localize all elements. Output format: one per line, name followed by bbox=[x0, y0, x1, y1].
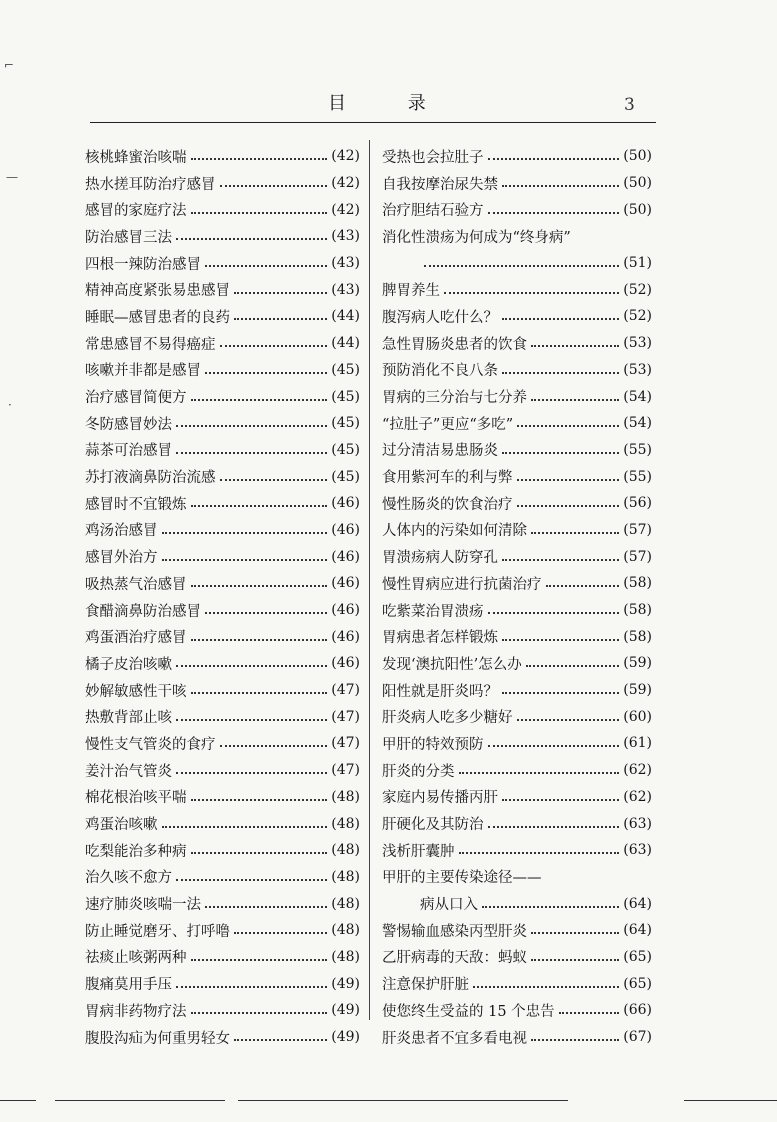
toc-entry-page: (43) bbox=[331, 228, 360, 245]
toc-entry bbox=[85, 196, 360, 223]
toc-entry bbox=[85, 677, 360, 704]
header-rule bbox=[90, 122, 656, 123]
toc-entry-page: (46) bbox=[331, 548, 360, 565]
toc-leader-dots bbox=[531, 345, 619, 347]
toc-entry-title: 家庭内易传播丙肝 bbox=[382, 790, 498, 807]
toc-entry-title: 食醋滴鼻防治感冒 bbox=[85, 603, 201, 620]
margin-mark-left: — bbox=[6, 170, 18, 184]
toc-entry-title: 胃溃疡病人防穿孔 bbox=[382, 550, 498, 567]
toc-entry-page: (48) bbox=[331, 868, 360, 885]
toc-entry-title: 吃紫菜治胃溃疡 bbox=[382, 603, 484, 620]
toc-entry-page: (46) bbox=[331, 628, 360, 645]
toc-entry bbox=[85, 463, 360, 490]
toc-entry bbox=[382, 490, 652, 517]
toc-entry bbox=[85, 1024, 360, 1051]
toc-leader-dots bbox=[488, 212, 620, 214]
toc-leader-dots bbox=[488, 745, 620, 747]
toc-leader-dots bbox=[162, 826, 328, 828]
toc-leader-dots bbox=[205, 906, 327, 908]
toc-entry-title: 咳嗽并非都是感冒 bbox=[85, 363, 201, 380]
toc-entry-title: 食用紫河车的利与弊 bbox=[382, 470, 513, 487]
toc-entry-page: (47) bbox=[331, 682, 360, 699]
toc-entry-title: 祛痰止咳粥两种 bbox=[85, 950, 187, 967]
toc-entry-title: “拉肚子”更应“多吃” bbox=[382, 416, 514, 433]
toc-entry-title: 过分清洁易患肠炎 bbox=[382, 443, 498, 460]
toc-entry-title: 感冒外治方 bbox=[85, 550, 158, 567]
toc-leader-dots bbox=[502, 452, 619, 454]
toc-entry bbox=[382, 864, 652, 891]
toc-leader-dots bbox=[502, 185, 619, 187]
toc-entry-page: (45) bbox=[331, 361, 360, 378]
toc-leader-dots bbox=[502, 692, 619, 694]
toc-entry-page: (48) bbox=[331, 895, 360, 912]
toc-entry-page: (44) bbox=[331, 335, 360, 352]
toc-entry bbox=[85, 357, 360, 384]
toc-leader-dots bbox=[176, 452, 327, 454]
toc-entry-title: 病从口入 bbox=[420, 897, 478, 914]
toc-leader-dots bbox=[234, 292, 327, 294]
toc-entry-title: 浅析肝囊肿 bbox=[382, 843, 455, 860]
toc-entry-page: (52) bbox=[623, 281, 652, 298]
toc-entry bbox=[85, 757, 360, 784]
toc-entry-title: 冬防感冒妙法 bbox=[85, 416, 172, 433]
toc-entry bbox=[382, 650, 652, 677]
toc-entry-page: (54) bbox=[623, 388, 652, 405]
toc-leader-dots bbox=[176, 879, 327, 881]
toc-leader-dots bbox=[191, 158, 328, 160]
toc-entry bbox=[85, 250, 360, 277]
toc-entry-title: 肝炎病人吃多少糖好 bbox=[382, 710, 513, 727]
toc-entry-title: 感冒的家庭疗法 bbox=[85, 203, 187, 220]
toc-entry-title: 慢性肠炎的饮食治疗 bbox=[382, 496, 513, 513]
toc-entry bbox=[85, 437, 360, 464]
toc-leader-dots bbox=[234, 932, 327, 934]
toc-entry bbox=[382, 517, 652, 544]
column-divider bbox=[369, 140, 370, 1020]
toc-entry bbox=[382, 570, 652, 597]
toc-leader-dots bbox=[531, 1039, 619, 1041]
toc-entry bbox=[382, 543, 652, 570]
toc-entry bbox=[382, 410, 652, 437]
toc-leader-dots bbox=[531, 532, 619, 534]
toc-entry bbox=[382, 944, 652, 971]
toc-leader-dots bbox=[191, 692, 328, 694]
toc-entry-page: (49) bbox=[331, 1029, 360, 1046]
toc-entry-title: 精神高度紧张易患感冒 bbox=[85, 283, 230, 300]
toc-entry bbox=[85, 890, 360, 917]
toc-leader-dots bbox=[502, 559, 619, 561]
toc-leader-dots bbox=[220, 345, 328, 347]
toc-entry-title: 橘子皮治咳嗽 bbox=[85, 656, 172, 673]
toc-entry bbox=[85, 223, 360, 250]
toc-entry-title: 甲肝的主要传染途径—— bbox=[382, 870, 542, 887]
toc-entry-title: 防止睡觉磨牙、打呼噜 bbox=[85, 923, 230, 940]
toc-entry bbox=[382, 703, 652, 730]
toc-leader-dots bbox=[517, 425, 619, 427]
toc-entry-page: (45) bbox=[331, 388, 360, 405]
toc-entry-title: 人体内的污染如何清除 bbox=[382, 523, 527, 540]
toc-leader-dots bbox=[205, 265, 327, 267]
toc-entry-page: (64) bbox=[623, 895, 652, 912]
toc-entry-page: (50) bbox=[623, 175, 652, 192]
toc-entry-title: 胃病的三分治与七分养 bbox=[382, 390, 527, 407]
toc-leader-dots bbox=[488, 826, 620, 828]
toc-entry-title: 苏打液滴鼻防治流感 bbox=[85, 470, 216, 487]
toc-entry-title: 使您终生受益的 15 个忠告 bbox=[382, 1003, 555, 1020]
toc-entry bbox=[382, 784, 652, 811]
toc-entry-title: 慢性胃病应进行抗菌治疗 bbox=[382, 576, 542, 593]
toc-entry-title: 热水搓耳防治疗感冒 bbox=[85, 176, 216, 193]
toc-entry-title: 四根一辣防治感冒 bbox=[85, 256, 201, 273]
toc-entry bbox=[85, 917, 360, 944]
toc-entry bbox=[85, 170, 360, 197]
toc-entry-page: (47) bbox=[331, 762, 360, 779]
toc-entry bbox=[382, 917, 652, 944]
bottom-rule bbox=[55, 1100, 225, 1101]
page-number: 3 bbox=[624, 95, 635, 115]
toc-entry-page: (47) bbox=[331, 708, 360, 725]
toc-entry bbox=[382, 383, 652, 410]
toc-entry-page: (46) bbox=[331, 602, 360, 619]
toc-entry-title: 腹股沟疝为何重男轻女 bbox=[85, 1030, 230, 1047]
toc-entry-title: 阳性就是肝炎吗？ bbox=[382, 683, 498, 700]
toc-entry-page: (47) bbox=[331, 735, 360, 752]
toc-entry bbox=[382, 330, 652, 357]
toc-leader-dots bbox=[162, 559, 328, 561]
toc-entry-page: (46) bbox=[331, 575, 360, 592]
toc-entry bbox=[382, 223, 652, 250]
toc-entry-page: (46) bbox=[331, 655, 360, 672]
toc-entry-page: (57) bbox=[623, 521, 652, 538]
toc-entry bbox=[382, 250, 652, 277]
toc-entry-title: 胃病非药物疗法 bbox=[85, 1003, 187, 1020]
toc-leader-dots bbox=[191, 1012, 328, 1014]
toc-entry bbox=[85, 143, 360, 170]
toc-entry-title: 热敷背部止咳 bbox=[85, 710, 172, 727]
toc-entry bbox=[85, 650, 360, 677]
toc-entry bbox=[382, 837, 652, 864]
toc-entry-page: (55) bbox=[623, 441, 652, 458]
toc-entry-title: 腹泻病人吃什么？ bbox=[382, 309, 498, 326]
toc-entry-title: 治久咳不愈方 bbox=[85, 870, 172, 887]
toc-leader-dots bbox=[191, 852, 328, 854]
toc-entry-title: 常患感冒不易得癌症 bbox=[85, 336, 216, 353]
toc-leader-dots bbox=[444, 292, 619, 294]
toc-entry-page: (53) bbox=[623, 335, 652, 352]
toc-leader-dots bbox=[191, 212, 328, 214]
toc-entry-page: (45) bbox=[331, 415, 360, 432]
toc-entry bbox=[85, 997, 360, 1024]
toc-leader-dots bbox=[191, 585, 328, 587]
toc-leader-dots bbox=[517, 505, 620, 507]
toc-entry bbox=[85, 543, 360, 570]
toc-leader-dots bbox=[205, 612, 327, 614]
toc-entry bbox=[382, 276, 652, 303]
toc-entry-title: 治疗胆结石验方 bbox=[382, 203, 484, 220]
toc-entry-title: 预防消化不良八条 bbox=[382, 363, 498, 380]
toc-entry-page: (43) bbox=[331, 255, 360, 272]
toc-entry-page: (48) bbox=[331, 842, 360, 859]
toc-entry-page: (65) bbox=[623, 975, 652, 992]
toc-entry bbox=[85, 837, 360, 864]
toc-leader-dots bbox=[205, 372, 327, 374]
toc-leader-dots bbox=[162, 532, 328, 534]
toc-entry-title: 吃梨能治多种病 bbox=[85, 843, 187, 860]
toc-leader-dots bbox=[517, 719, 620, 721]
toc-entry-title: 棉花根治咳平喘 bbox=[85, 790, 187, 807]
toc-entry-page: (46) bbox=[331, 521, 360, 538]
toc-entry-title: 姜汁治气管炎 bbox=[85, 763, 172, 780]
toc-entry-page: (51) bbox=[623, 255, 652, 272]
toc-entry-title: 治疗感冒简便方 bbox=[85, 390, 187, 407]
toc-entry bbox=[85, 623, 360, 650]
toc-entry-title: 速疗肺炎咳喘一法 bbox=[85, 897, 201, 914]
toc-leader-dots bbox=[191, 639, 328, 641]
toc-entry-page: (58) bbox=[623, 628, 652, 645]
toc-entry-title: 胃病患者怎样锻炼 bbox=[382, 630, 498, 647]
toc-entry-page: (66) bbox=[623, 1002, 652, 1019]
toc-entry-page: (43) bbox=[331, 281, 360, 298]
toc-leader-dots bbox=[488, 158, 620, 160]
toc-leader-dots bbox=[502, 318, 619, 320]
toc-entry-page: (48) bbox=[331, 815, 360, 832]
toc-entry bbox=[85, 970, 360, 997]
toc-entry-title: 蒜茶可治感冒 bbox=[85, 443, 172, 460]
toc-leader-dots bbox=[176, 665, 327, 667]
toc-entry-page: (55) bbox=[623, 468, 652, 485]
toc-entry bbox=[85, 303, 360, 330]
toc-entry-page: (63) bbox=[623, 815, 652, 832]
toc-leader-dots bbox=[459, 772, 620, 774]
toc-entry bbox=[85, 810, 360, 837]
toc-entry-title: 感冒时不宜锻炼 bbox=[85, 496, 187, 513]
toc-entry bbox=[382, 303, 652, 330]
toc-entry-page: (48) bbox=[331, 788, 360, 805]
margin-mark-left-dot: · bbox=[8, 398, 12, 412]
toc-entry bbox=[85, 276, 360, 303]
toc-leader-dots bbox=[176, 238, 327, 240]
toc-entry-title: 鸡汤治感冒 bbox=[85, 523, 158, 540]
toc-entry-title: 警惕输血感染丙型肝炎 bbox=[382, 923, 527, 940]
toc-entry-page: (59) bbox=[623, 682, 652, 699]
page-title: 目 录 bbox=[328, 93, 454, 114]
toc-entry-page: (44) bbox=[331, 308, 360, 325]
toc-entry-title: 注意保护肝脏 bbox=[382, 977, 469, 994]
toc-entry-title: 鸡蛋酒治疗感冒 bbox=[85, 630, 187, 647]
toc-entry bbox=[382, 143, 652, 170]
bottom-rule bbox=[684, 1100, 777, 1101]
toc-leader-dots bbox=[531, 959, 619, 961]
toc-entry bbox=[382, 677, 652, 704]
toc-entry-page: (45) bbox=[331, 468, 360, 485]
toc-right-column bbox=[382, 143, 652, 1050]
toc-entry-page: (50) bbox=[623, 201, 652, 218]
toc-entry-title: 发现‘澳抗阳性’怎么办 bbox=[382, 656, 522, 673]
toc-leader-dots bbox=[424, 265, 619, 267]
toc-entry-page: (42) bbox=[331, 175, 360, 192]
toc-entry bbox=[85, 383, 360, 410]
toc-entry-page: (56) bbox=[623, 495, 652, 512]
toc-entry-page: (58) bbox=[623, 575, 652, 592]
toc-leader-dots bbox=[220, 185, 328, 187]
toc-entry bbox=[85, 864, 360, 891]
toc-leader-dots bbox=[559, 1012, 620, 1014]
toc-entry bbox=[382, 357, 652, 384]
toc-entry-title: 消化性溃疡为何成为“终身病” bbox=[382, 229, 571, 246]
bottom-rule bbox=[0, 1100, 36, 1101]
toc-entry-page: (60) bbox=[623, 708, 652, 725]
toc-entry-page: (50) bbox=[623, 148, 652, 165]
toc-entry-title: 肝硬化及其防治 bbox=[382, 817, 484, 834]
toc-entry-page: (49) bbox=[331, 975, 360, 992]
toc-entry-title: 甲肝的特效预防 bbox=[382, 736, 484, 753]
toc-entry-page: (61) bbox=[623, 735, 652, 752]
toc-entry-title: 脾胃养生 bbox=[382, 283, 440, 300]
toc-leader-dots bbox=[176, 772, 327, 774]
toc-leader-dots bbox=[526, 665, 620, 667]
toc-entry-title: 核桃蜂蜜治咳喘 bbox=[85, 149, 187, 166]
toc-leader-dots bbox=[459, 852, 620, 854]
toc-leader-dots bbox=[531, 932, 619, 934]
toc-leader-dots bbox=[220, 479, 328, 481]
toc-entry-title: 自我按摩治尿失禁 bbox=[382, 176, 498, 193]
toc-entry bbox=[85, 730, 360, 757]
toc-entry-title: 防治感冒三法 bbox=[85, 229, 172, 246]
toc-leader-dots bbox=[176, 986, 327, 988]
toc-entry-title: 妙解敏感性干咳 bbox=[85, 683, 187, 700]
toc-entry bbox=[382, 997, 652, 1024]
toc-entry-title: 受热也会拉肚子 bbox=[382, 149, 484, 166]
toc-entry-page: (49) bbox=[331, 1002, 360, 1019]
toc-entry-page: (62) bbox=[623, 762, 652, 779]
toc-leader-dots bbox=[546, 585, 620, 587]
toc-entry bbox=[382, 810, 652, 837]
toc-leader-dots bbox=[473, 986, 619, 988]
toc-entry-page: (67) bbox=[623, 1029, 652, 1046]
toc-entry bbox=[85, 410, 360, 437]
toc-leader-dots bbox=[502, 639, 619, 641]
toc-entry-page: (64) bbox=[623, 922, 652, 939]
toc-entry-title: 肝炎的分类 bbox=[382, 763, 455, 780]
toc-entry-page: (65) bbox=[623, 948, 652, 965]
bottom-rule bbox=[238, 1100, 568, 1101]
toc-leader-dots bbox=[176, 719, 327, 721]
toc-entry-page: (46) bbox=[331, 495, 360, 512]
toc-leader-dots bbox=[191, 799, 328, 801]
toc-entry-title: 慢性支气管炎的食疗 bbox=[85, 736, 216, 753]
toc-entry-page: (54) bbox=[623, 415, 652, 432]
toc-entry-title: 吸热蒸气治感冒 bbox=[85, 576, 187, 593]
toc-entry bbox=[382, 170, 652, 197]
toc-entry-title: 腹痛莫用手压 bbox=[85, 977, 172, 994]
toc-entry bbox=[382, 196, 652, 223]
toc-entry-title: 睡眠—感冒患者的良药 bbox=[85, 309, 230, 326]
toc-leader-dots bbox=[517, 479, 620, 481]
toc-leader-dots bbox=[191, 399, 328, 401]
toc-entry-title: 乙肝病毒的天敌：蚂蚁 bbox=[382, 950, 527, 967]
toc-entry-page: (48) bbox=[331, 948, 360, 965]
toc-leader-dots bbox=[531, 399, 619, 401]
toc-entry bbox=[382, 890, 652, 917]
toc-entry bbox=[382, 970, 652, 997]
toc-entry-title: 肝炎患者不宜多看电视 bbox=[382, 1030, 527, 1047]
toc-leader-dots bbox=[191, 505, 328, 507]
toc-entry-page: (53) bbox=[623, 361, 652, 378]
toc-leader-dots bbox=[482, 906, 619, 908]
toc-entry bbox=[85, 703, 360, 730]
toc-entry bbox=[85, 784, 360, 811]
toc-entry-page: (57) bbox=[623, 548, 652, 565]
margin-mark-top: ⌐ bbox=[4, 58, 15, 72]
toc-left-column bbox=[85, 143, 360, 1050]
toc-entry bbox=[85, 330, 360, 357]
toc-entry bbox=[85, 944, 360, 971]
toc-entry bbox=[85, 517, 360, 544]
toc-entry bbox=[85, 490, 360, 517]
toc-entry bbox=[382, 1024, 652, 1051]
toc-leader-dots bbox=[502, 799, 619, 801]
toc-entry-page: (58) bbox=[623, 602, 652, 619]
toc-entry bbox=[382, 623, 652, 650]
toc-leader-dots bbox=[502, 372, 619, 374]
toc-leader-dots bbox=[234, 1039, 327, 1041]
toc-entry bbox=[85, 597, 360, 624]
toc-leader-dots bbox=[191, 959, 328, 961]
toc-entry bbox=[382, 730, 652, 757]
toc-entry bbox=[382, 757, 652, 784]
toc-entry-page: (62) bbox=[623, 788, 652, 805]
toc-entry bbox=[382, 437, 652, 464]
toc-entry bbox=[382, 463, 652, 490]
toc-entry-title: 急性胃肠炎患者的饮食 bbox=[382, 336, 527, 353]
toc-leader-dots bbox=[220, 745, 328, 747]
toc-leader-dots bbox=[176, 425, 327, 427]
toc-leader-dots bbox=[488, 612, 620, 614]
toc-entry-page: (45) bbox=[331, 441, 360, 458]
toc-entry bbox=[382, 597, 652, 624]
toc-entry-page: (52) bbox=[623, 308, 652, 325]
toc-entry-page: (42) bbox=[331, 148, 360, 165]
toc-entry-page: (48) bbox=[331, 922, 360, 939]
toc-entry-page: (63) bbox=[623, 842, 652, 859]
toc-entry-page: (59) bbox=[623, 655, 652, 672]
toc-entry-page: (42) bbox=[331, 201, 360, 218]
toc-entry bbox=[85, 570, 360, 597]
toc-leader-dots bbox=[234, 318, 327, 320]
toc-entry-title: 鸡蛋治咳嗽 bbox=[85, 817, 158, 834]
